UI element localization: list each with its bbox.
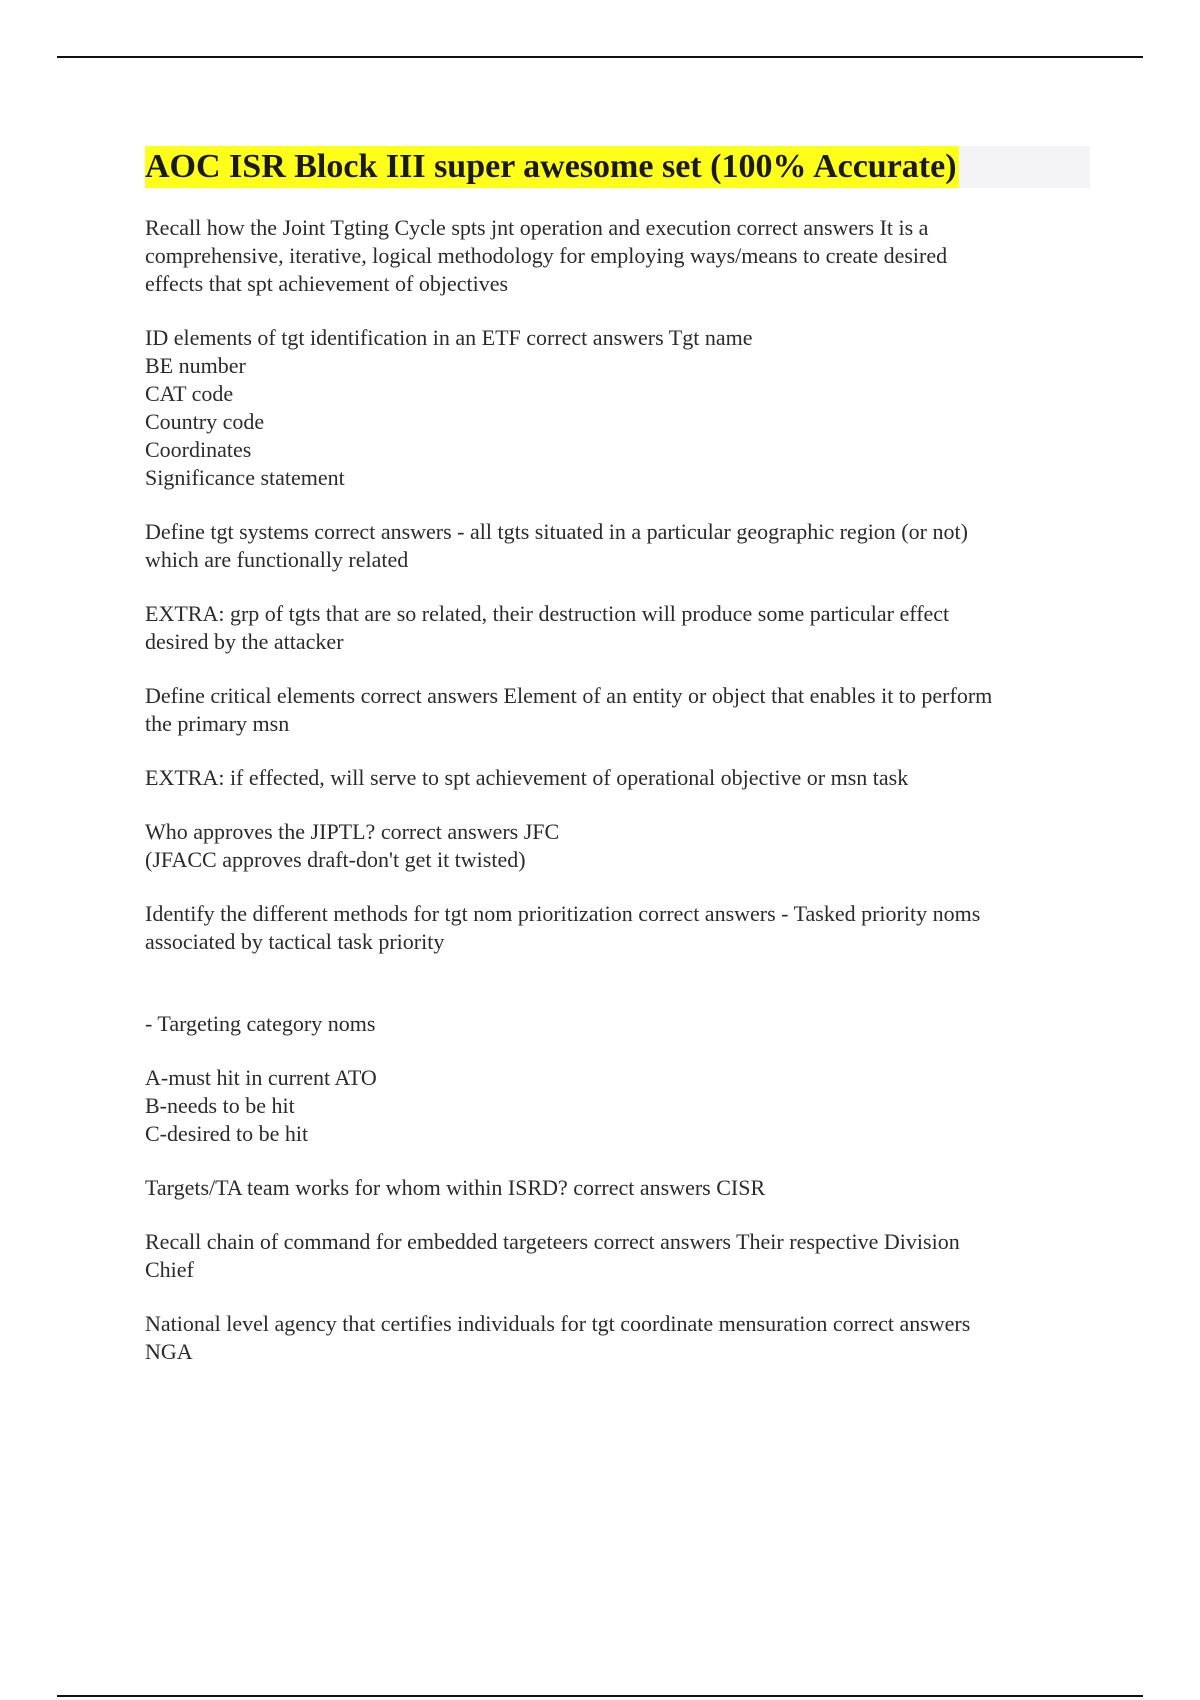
qa-block-tgt-systems [145,518,1090,574]
header-rule [57,56,1143,58]
qa-line: BE number [145,353,246,378]
qa-block-critical-elements [145,682,1090,738]
qa-line: Country code [145,409,265,434]
qa-line: EXTRA: if effected, will serve to spt achievement of operational objective or msn task [145,765,909,790]
qa-line: National level agency that certifies individuals for tgt coordinate mensuration correct answers [145,1311,971,1336]
qa-line: Coordinates [145,437,252,462]
qa-block-tgt-identification [145,324,1090,492]
qa-line: - Targeting category noms [145,1011,376,1036]
qa-block-nom-prioritization [145,900,1090,956]
qa-block-extra-critical-elements [145,764,1090,792]
qa-line: comprehensive, iterative, logical methodology for employing ways/means to create desired [145,243,948,268]
qa-line: which are functionally related [145,547,409,572]
qa-block-jiptl-approval [145,818,1090,874]
qa-line: Identify the different methods for tgt nom prioritization correct answers - Tasked priority noms [145,901,981,926]
qa-line: Chief [145,1257,194,1282]
qa-line: Significance statement [145,465,345,490]
title-row [145,146,1090,188]
qa-line: CAT code [145,381,234,406]
qa-line: (JFACC approves draft-don't get it twisted) [145,847,526,872]
qa-block-category-list [145,1064,1090,1148]
qa-line: C-desired to be hit [145,1121,309,1146]
qa-line: ID elements of tgt identification in an ETF correct answers Tgt name [145,325,753,350]
qa-line: B-needs to be hit [145,1093,295,1118]
document-body [145,146,1090,1392]
qa-block-ta-team [145,1174,1090,1202]
qa-line: Who approves the JIPTL? correct answers JFC [145,819,560,844]
qa-block-joint-targeting-cycle [145,214,1090,298]
qa-line: the primary msn [145,711,290,736]
qa-line: Targets/TA team works for whom within ISRD? correct answers CISR [145,1175,766,1200]
qa-block-targeting-category [145,1010,1090,1038]
qa-line: effects that spt achievement of objectives [145,271,509,296]
qa-line: Define critical elements correct answers Element of an entity or object that enables it to perform [145,683,993,708]
qa-line: A-must hit in current ATO [145,1065,377,1090]
document-title: AOC ISR Block III super awesome set (100% Accurate) [145,146,959,188]
qa-block-extra-tgt-systems [145,600,1090,656]
qa-line: associated by tactical task priority [145,929,445,954]
footer-rule [57,1695,1143,1697]
qa-block-chain-of-command [145,1228,1090,1284]
qa-line: EXTRA: grp of tgts that are so related, their destruction will produce some particular effect [145,601,950,626]
qa-line: Define tgt systems correct answers - all tgts situated in a particular geographic region (or not) [145,519,968,544]
qa-line: Recall how the Joint Tgting Cycle spts jnt operation and execution correct answers It is a [145,215,929,240]
qa-block-mensuration-agency [145,1310,1090,1366]
qa-line: Recall chain of command for embedded targeteers correct answers Their respective Division [145,1229,960,1254]
qa-line: NGA [145,1339,193,1364]
qa-line: desired by the attacker [145,629,344,654]
